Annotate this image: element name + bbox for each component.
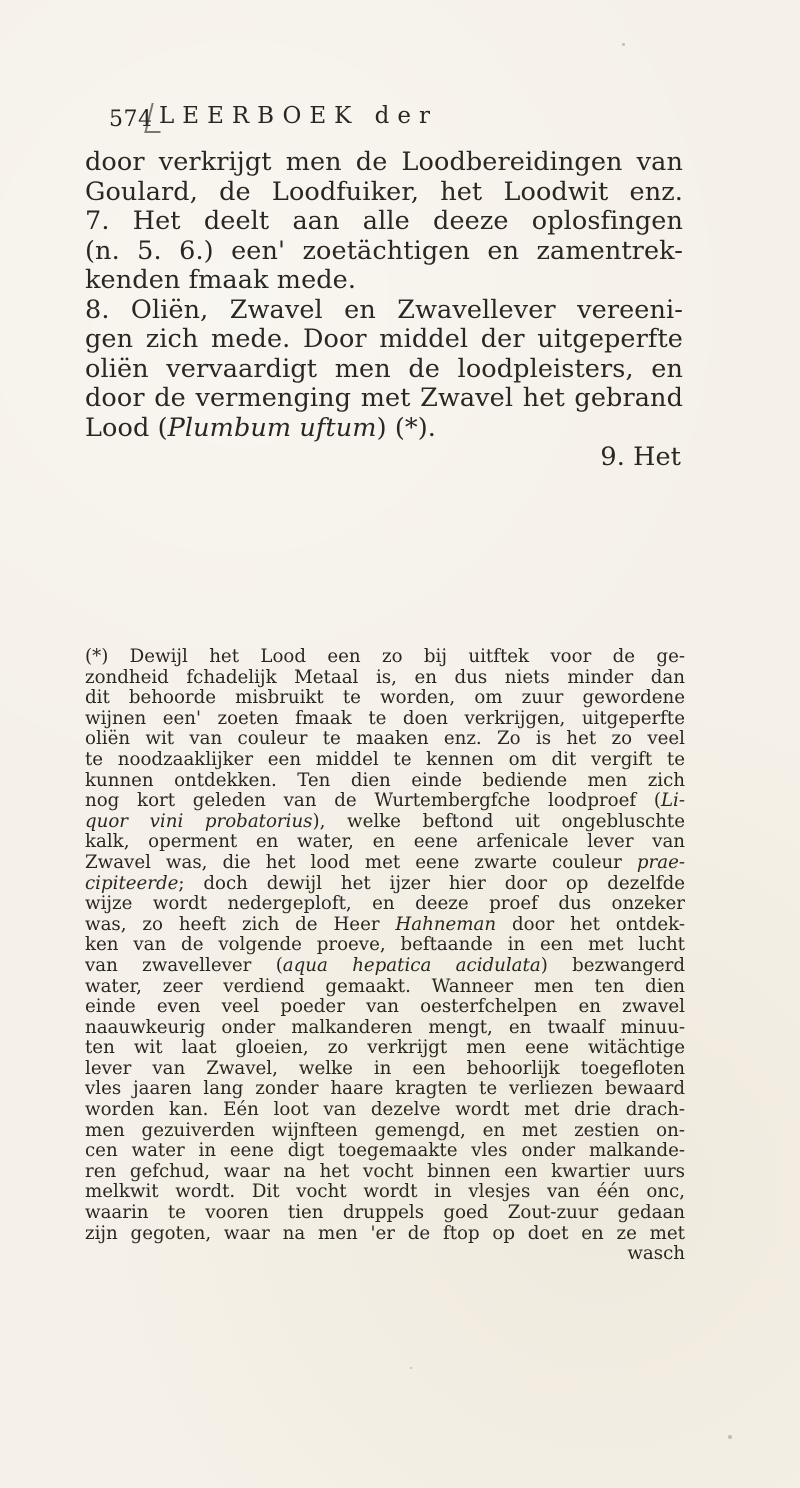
main-line — [85, 414, 683, 444]
footnote-fragment: nog kort geleden van de Wurtembergfche loodproef ( — [85, 790, 661, 812]
main-line: door verkrijgt men de Loodbereidingen van — [85, 147, 683, 177]
footnote-line: kunnen ontdekken. Ten dien einde bediende men zich — [85, 769, 685, 791]
footnote-line: kalk, operment en water, en eene arfenicale lever van — [85, 831, 685, 853]
footnote-line: te noodzaaklijker een middel te kennen om dit vergift te — [85, 748, 685, 770]
footnote-line: dit behoorde misbruikt te worden, om zuur gewordene — [85, 687, 685, 709]
footnote-line: worden kan. Eén loot van dezelve wordt met drie drach- — [85, 1099, 685, 1121]
main-line: (n. 5. 6.) een' zoetächtigen en zamentrek- — [85, 235, 683, 266]
footnote-line — [85, 874, 685, 895]
footnote-line: naauwkeurig onder malkanderen mengt, en twaalf minuu- — [85, 1016, 685, 1038]
running-title: LEERBOEK der — [159, 103, 438, 129]
footnote-line: ren gefchud, waar na het vocht binnen een kwartier uurs — [85, 1160, 685, 1182]
footnote-line: zondheid fchadelijk Metaal is, en dus niets minder dan — [85, 666, 685, 688]
footnote-line — [85, 915, 685, 936]
footnote-fragment: van zwavellever ( — [85, 954, 283, 976]
main-line: kenden fmaak mede. — [85, 265, 357, 295]
footnote-line: zijn gegoten, waar na men 'er de ftop op doet en ze met — [85, 1222, 685, 1244]
paper-speck — [410, 1367, 412, 1369]
footnote-line: wijnen een' zoeten fmaak te doen verkrijgen, uitgeperfte — [85, 707, 685, 729]
page-number: 574 — [109, 107, 153, 132]
footnote-fragment: Zwavel was, die het lood met eene zwarte couleur — [85, 851, 637, 873]
footnote-line: lever van Zwavel, welke in een behoorlijk toegefloten — [85, 1057, 685, 1079]
footnote-line: wijze wordt nedergeploft, en deeze proef dus onzeker — [85, 893, 685, 915]
latin-term: Li- — [660, 790, 685, 812]
footnote-fragment: door het ontdek- — [496, 913, 685, 935]
footnote-line: waarin te vooren tien druppels goed Zout-zuur gedaan — [85, 1202, 685, 1224]
latin-term: Plumbum uftum — [167, 412, 377, 443]
main-line: 8. Oliën, Zwavel en Zwavellever vereeni- — [85, 294, 683, 325]
footnote-line: melkwit wordt. Dit vocht wordt in vlesjes van één onc, — [85, 1181, 685, 1203]
latin-term: aqua hepatica acidulata — [282, 954, 541, 976]
footnote-line: einde even veel poeder van oesterfchelpen en zwavel — [85, 996, 685, 1018]
footnote — [85, 647, 685, 1265]
footnote-line — [85, 956, 685, 977]
catchword: wasch — [627, 1243, 685, 1265]
footnote-line: vles jaaren lang zonder haare kragten te verliezen bewaard — [85, 1078, 685, 1100]
catchword: 9. Het — [600, 442, 681, 472]
latin-term: quor vini probatorius — [85, 810, 313, 832]
latin-term: prae- — [636, 851, 685, 873]
footnote-line: ten wit laat gloeien, zo verkrijgt men eene witächtige — [85, 1037, 685, 1059]
page-header — [109, 103, 669, 139]
footnote-fragment: ; doch dewijl het ijzer hier door op dezelfde — [178, 872, 685, 894]
footnote-line: oliën wit van couleur te maaken enz. Zo is het zo veel — [85, 728, 685, 750]
main-line: door de vermenging met Zwavel het gebrand — [85, 383, 683, 413]
footnote-line: ken van de volgende proeve, beftaande in een met lucht — [85, 934, 685, 956]
main-text — [85, 148, 683, 473]
main-line: oliën vervaardigt men de loodpleisters, en — [85, 353, 683, 384]
footnote-fragment: ) bezwangerd — [540, 954, 685, 976]
main-line: Goulard, de Loodfuiker, het Loodwit enz. — [85, 176, 683, 207]
main-line: 7. Het deelt aan alle deeze oplosfingen — [85, 206, 683, 236]
paper-speck — [728, 1435, 732, 1439]
footnote-line: (*) Dewijl het Lood een zo bij uitftek voor de ge- — [85, 646, 685, 667]
footnote-fragment: ), welke beftond uit ongebluschte — [312, 810, 685, 832]
footnote-line: men gezuiverden wijnfteen gemengd, en met zestien on- — [85, 1119, 685, 1141]
paper-speck — [622, 43, 625, 46]
main-line: gen zich mede. Door middel der uitgeperfte — [85, 324, 683, 354]
main-text-fragment: Lood ( — [85, 412, 168, 443]
latin-term: cipiteerde — [85, 872, 179, 894]
person-name: Hahneman — [395, 913, 497, 935]
main-text-fragment: ) (*). — [376, 412, 437, 443]
footnote-line: water, zeer verdiend gemaakt. Wanneer men ten dien — [85, 975, 685, 997]
footnote-line — [85, 853, 685, 874]
footnote-line — [85, 812, 685, 833]
footnote-line — [85, 791, 685, 812]
footnote-line: cen water in eene digt toegemaakte vles onder malkande- — [85, 1140, 685, 1162]
footnote-fragment: was, zo heeft zich de Heer — [85, 913, 396, 935]
